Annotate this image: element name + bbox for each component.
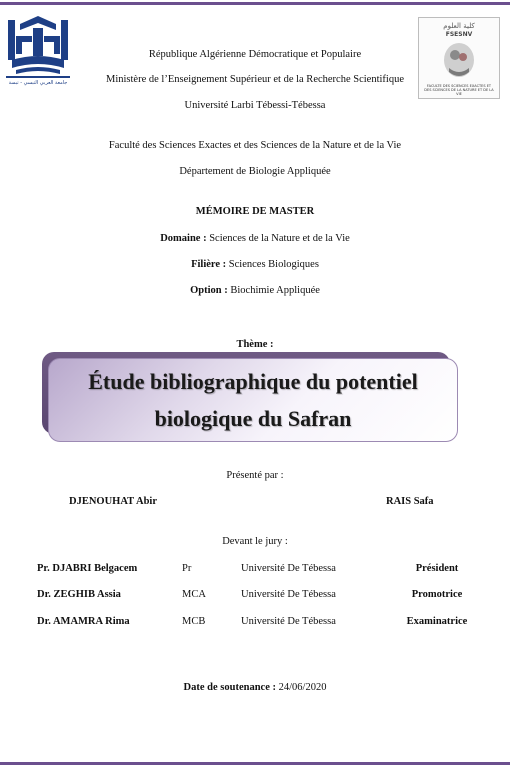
jury-university: Université De Tébessa: [241, 616, 336, 627]
jury-name: Dr. AMAMRA Rima: [37, 616, 130, 627]
logo-left-caption: جامعة العربي التبسي - تبسة: [8, 80, 68, 86]
faculty-line: Faculté des Sciences Exactes et des Sciences de la Nature et de la Vie: [108, 140, 402, 151]
theme-title-line1: Étude bibliographique du potentiel: [88, 369, 418, 394]
jury-label: Devant le jury :: [222, 536, 288, 547]
jury-grade: MCB: [182, 616, 206, 627]
jury-name: Dr. ZEGHIB Assia: [37, 589, 121, 600]
faculty-logo-acronym: FSESNV: [445, 31, 473, 38]
option-line: [0, 285, 510, 296]
jury-role: Promotrice: [411, 589, 463, 600]
jury-grade: Pr: [182, 563, 192, 574]
jury-role: Président: [415, 563, 459, 574]
filiere-value: Sciences Biologiques: [228, 259, 319, 270]
domaine-value: Sciences de la Nature et de la Vie: [209, 233, 350, 244]
thesis-type: MÉMOIRE DE MASTER: [195, 206, 315, 217]
jury-grade: MCA: [182, 589, 206, 600]
filiere-label: Filière :: [191, 259, 227, 270]
jury-row: [0, 616, 510, 630]
university-line: Université Larbi Tébessi-Tébessa: [184, 100, 326, 111]
jury-row: [0, 589, 510, 603]
domaine-line: [0, 233, 510, 244]
defense-label: Date de soutenance :: [183, 682, 276, 693]
domaine-label: Domaine :: [160, 233, 207, 244]
department-line: Département de Biologie Appliquée: [179, 166, 331, 177]
bottom-border: [0, 762, 510, 765]
filiere-line: [0, 259, 510, 270]
student-2: RAIS Safa: [386, 496, 434, 507]
faculty-logo-caption: FACULTE DES SCIENCES EXACTES ET DES SCIENCES DE LA NATURE ET DE LA VIE: [424, 84, 494, 96]
defense-date: 24/06/2020: [278, 682, 327, 693]
jury-role: Examinatrice: [406, 616, 468, 627]
option-label: Option :: [190, 285, 228, 296]
option-value: Biochimie Appliquée: [230, 285, 320, 296]
theme-title: [49, 363, 457, 437]
theme-label: Thème :: [236, 339, 274, 350]
jury-row: [0, 563, 510, 577]
theme-title-line2: biologique du Safran: [154, 406, 352, 431]
ministry-line: Ministère de l’Enseignement Supérieur et de la Recherche Scientifique: [106, 74, 404, 85]
theme-box: [48, 358, 458, 442]
top-border: [0, 2, 510, 5]
presented-label: Présenté par :: [226, 470, 284, 481]
student-1: DJENOUHAT Abir: [69, 496, 157, 507]
jury-university: Université De Tébessa: [241, 589, 336, 600]
republic-line: République Algérienne Démocratique et Populaire: [148, 49, 362, 60]
jury-university: Université De Tébessa: [241, 563, 336, 574]
jury-name: Pr. DJABRI Belgacem: [37, 563, 138, 574]
defense-line: [0, 682, 510, 693]
faculty-logo-arabic: كلية العلوم: [443, 22, 475, 30]
